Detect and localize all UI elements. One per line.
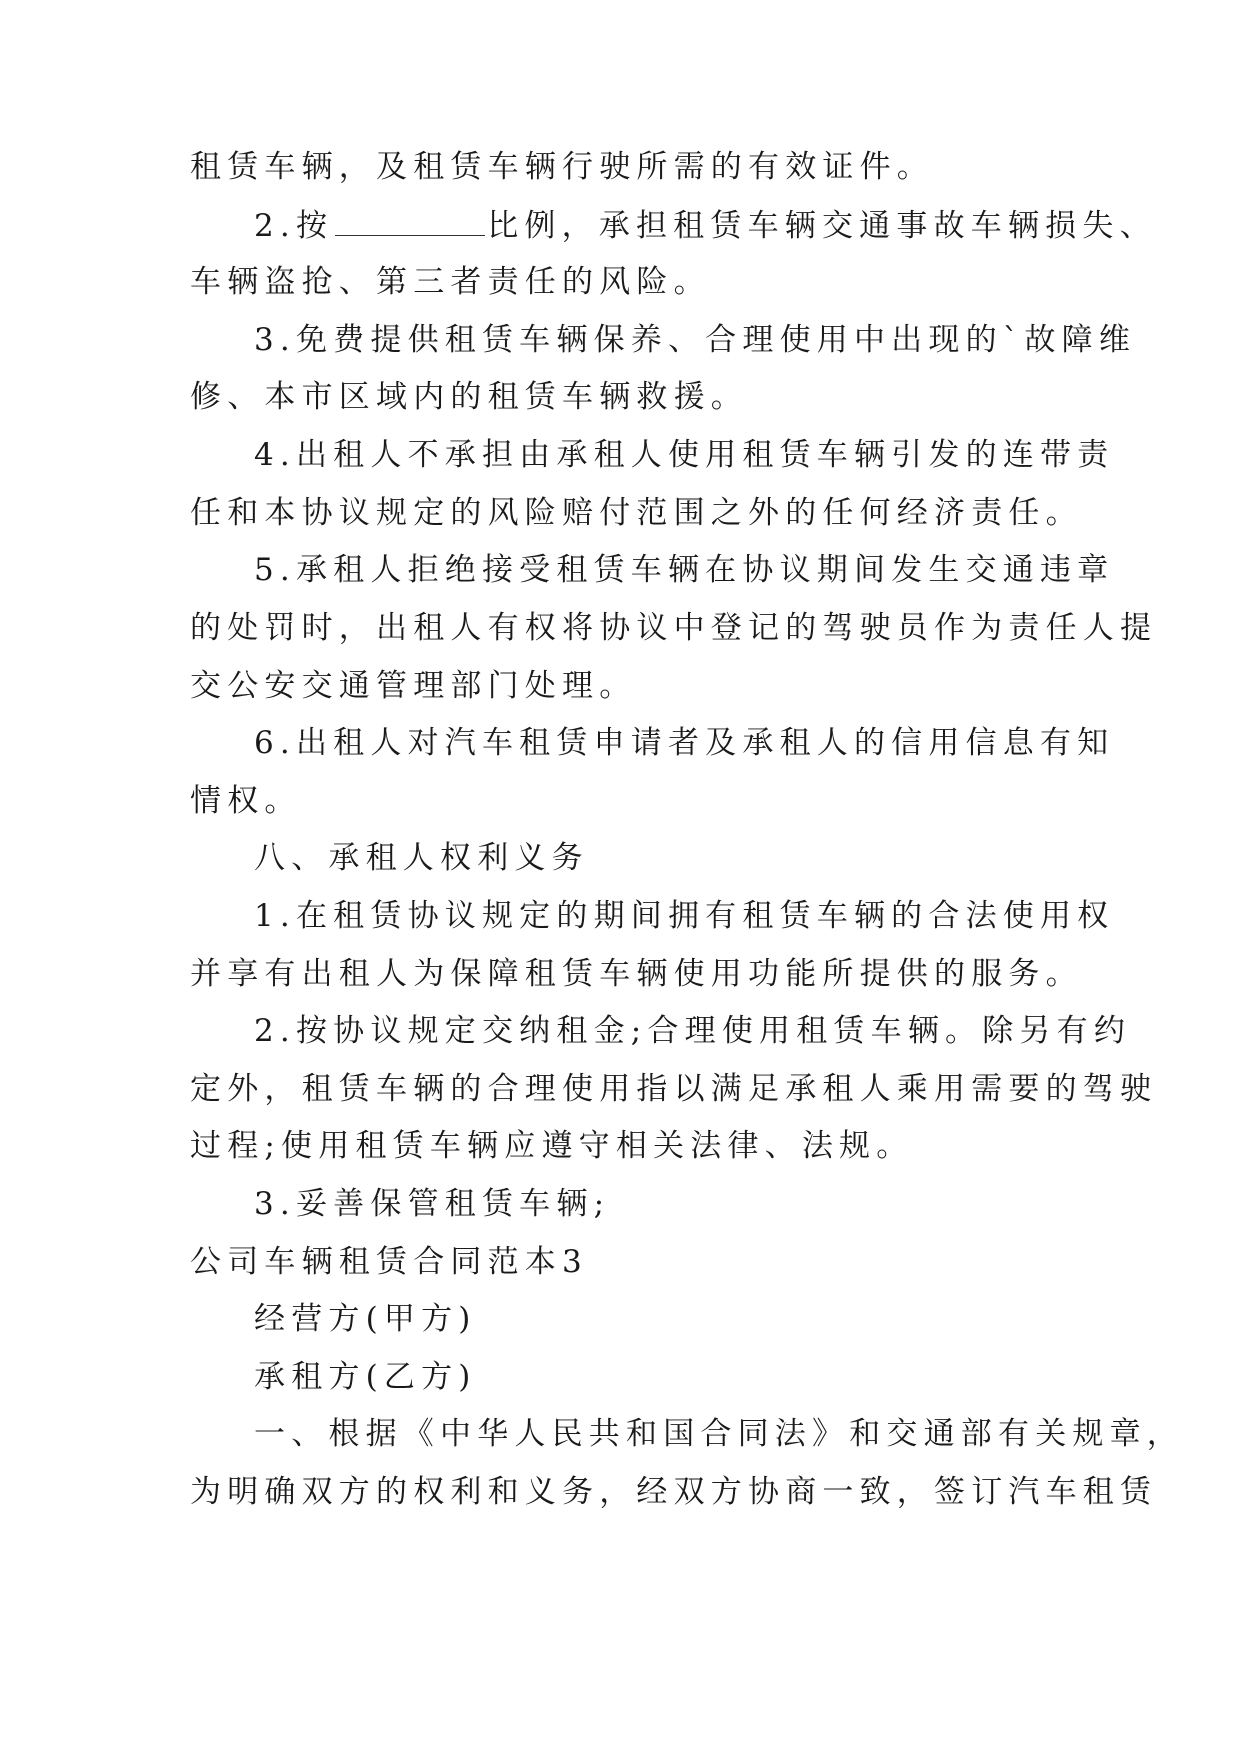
text-line-2 xyxy=(254,205,1157,246)
text-line-5: 修、本市区域内的租赁车辆救援。 xyxy=(190,379,748,415)
document-title: 公司车辆租赁合同范本3 xyxy=(190,1244,588,1280)
text-line-14: 1.在租赁协议规定的期间拥有租赁车辆的合法使用权 xyxy=(254,898,1115,934)
text-line-8: 5.承租人拒绝接受租赁车辆在协议期间发生交通违章 xyxy=(254,552,1115,588)
text-line-12: 情权。 xyxy=(190,783,302,819)
text-line-2-start: 2.按 xyxy=(254,208,334,244)
text-line-2-end: 比例，承担租赁车辆交通事故车辆损失、 xyxy=(487,208,1157,244)
fill-in-blank xyxy=(335,205,485,236)
party-a-label: 经营方(甲方) xyxy=(254,1301,477,1337)
text-line-1: 租赁车辆，及租赁车辆行驶所需的有效证件。 xyxy=(190,149,934,185)
text-line-10: 交公安交通管理部门处理。 xyxy=(190,668,637,704)
text-line-7: 任和本协议规定的风险赔付范围之外的任何经济责任。 xyxy=(190,495,1083,531)
text-line-11: 6.出租人对汽车租赁申请者及承租人的信用信息有知 xyxy=(254,725,1115,761)
text-line-3: 车辆盗抢、第三者责任的风险。 xyxy=(190,264,711,300)
text-line-19: 3.妥善保管租赁车辆; xyxy=(254,1186,611,1222)
text-line-6: 4.出租人不承担由承租人使用租赁车辆引发的连带责 xyxy=(254,437,1115,473)
section-heading-eight: 八、承租人权利义务 xyxy=(254,840,589,876)
text-line-24: 为明确双方的权利和义务，经双方协商一致，签订汽车租赁 xyxy=(190,1474,1158,1510)
text-line-15: 并享有出租人为保障租赁车辆使用功能所提供的服务。 xyxy=(190,956,1083,992)
text-line-4: 3.免费提供租赁车辆保养、合理使用中出现的`故障维 xyxy=(254,322,1137,358)
text-line-16: 2.按协议规定交纳租金;合理使用租赁车辆。除另有约 xyxy=(254,1013,1132,1049)
text-line-9: 的处罚时，出租人有权将协议中登记的驾驶员作为责任人提 xyxy=(190,610,1158,646)
text-line-18: 过程;使用租赁车辆应遵守相关法律、法规。 xyxy=(190,1128,914,1164)
party-b-label: 承租方(乙方) xyxy=(254,1359,477,1395)
text-line-17: 定外，租赁车辆的合理使用指以满足承租人乘用需要的驾驶 xyxy=(190,1071,1158,1107)
text-line-23: 一、根据《中华人民共和国合同法》和交通部有关规章， xyxy=(254,1416,1184,1452)
